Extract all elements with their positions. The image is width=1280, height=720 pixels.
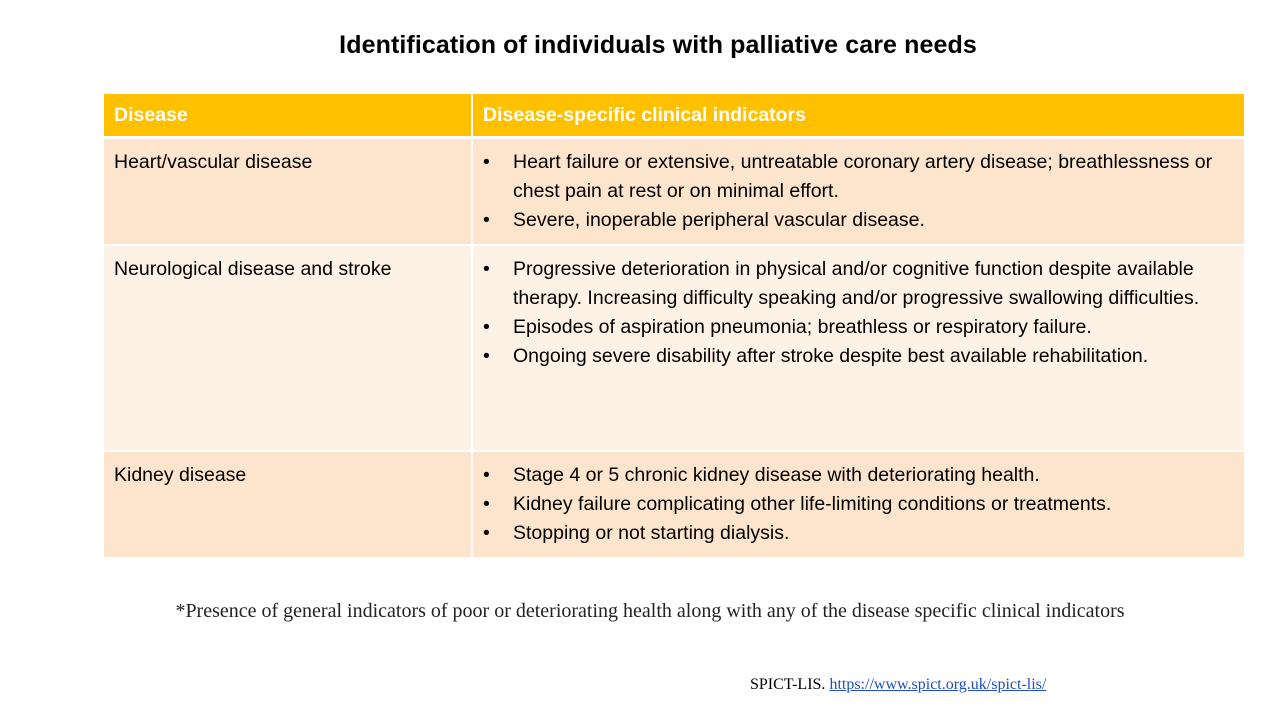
- indicators-cell: [472, 451, 1244, 558]
- footnote: *Presence of general indicators of poor or deteriorating health along with any of the disease specific clinical indicators: [175, 600, 1125, 622]
- table-row: [104, 451, 1244, 558]
- disease-cell: Neurological disease and stroke: [104, 245, 472, 451]
- column-header-disease: Disease: [104, 94, 472, 138]
- indicator-item: [483, 206, 1234, 235]
- indicator-list: [483, 255, 1234, 371]
- indicator-item: [483, 519, 1234, 548]
- bullet-icon: •: [483, 345, 490, 367]
- indicator-text: Stopping or not starting dialysis.: [513, 522, 790, 544]
- indicator-text: Ongoing severe disability after stroke despite best available rehabilitation.: [513, 345, 1149, 367]
- indicator-text: Heart failure or extensive, untreatable coronary artery disease; breathlessness or chest pain at rest or on minimal effort.: [513, 151, 1213, 202]
- indicator-item: [483, 490, 1234, 519]
- indicator-item: [483, 148, 1234, 206]
- disease-cell: Heart/vascular disease: [104, 138, 472, 246]
- source-citation: [750, 676, 1046, 694]
- indicator-list: [483, 461, 1234, 548]
- indicator-item: [483, 255, 1234, 313]
- indicator-text: Progressive deterioration in physical and/or cognitive function despite available therapy. Increasing difficulty speaking and/or progressive swallowing difficulties.: [513, 258, 1200, 309]
- bullet-icon: •: [483, 493, 490, 515]
- bullet-icon: •: [483, 258, 490, 280]
- source-prefix: SPICT-LIS.: [750, 676, 826, 693]
- table-header-row: [104, 94, 1244, 138]
- indicators-table: [104, 94, 1244, 559]
- source-link[interactable]: https://www.spict.org.uk/spict-lis/: [829, 676, 1047, 693]
- bullet-icon: •: [483, 316, 490, 338]
- page-title: Identification of individuals with palliative care needs: [339, 31, 977, 59]
- bullet-icon: •: [483, 209, 490, 231]
- bullet-icon: •: [483, 151, 490, 173]
- indicator-item: [483, 313, 1234, 342]
- indicator-item: [483, 342, 1234, 371]
- bullet-icon: •: [483, 522, 490, 544]
- indicator-item: [483, 461, 1234, 490]
- indicators-cell: [472, 138, 1244, 246]
- indicator-text: Kidney failure complicating other life-limiting conditions or treatments.: [513, 493, 1112, 515]
- column-header-indicators: Disease-specific clinical indicators: [472, 94, 1244, 138]
- indicator-text: Severe, inoperable peripheral vascular disease.: [513, 209, 925, 231]
- bullet-icon: •: [483, 464, 490, 486]
- table-row: [104, 138, 1244, 246]
- table-row: [104, 245, 1244, 451]
- disease-cell: Kidney disease: [104, 451, 472, 558]
- indicator-text: Episodes of aspiration pneumonia; breathless or respiratory failure.: [513, 316, 1092, 338]
- indicator-text: Stage 4 or 5 chronic kidney disease with deteriorating health.: [513, 464, 1040, 486]
- indicators-cell: [472, 245, 1244, 451]
- indicator-list: [483, 148, 1234, 235]
